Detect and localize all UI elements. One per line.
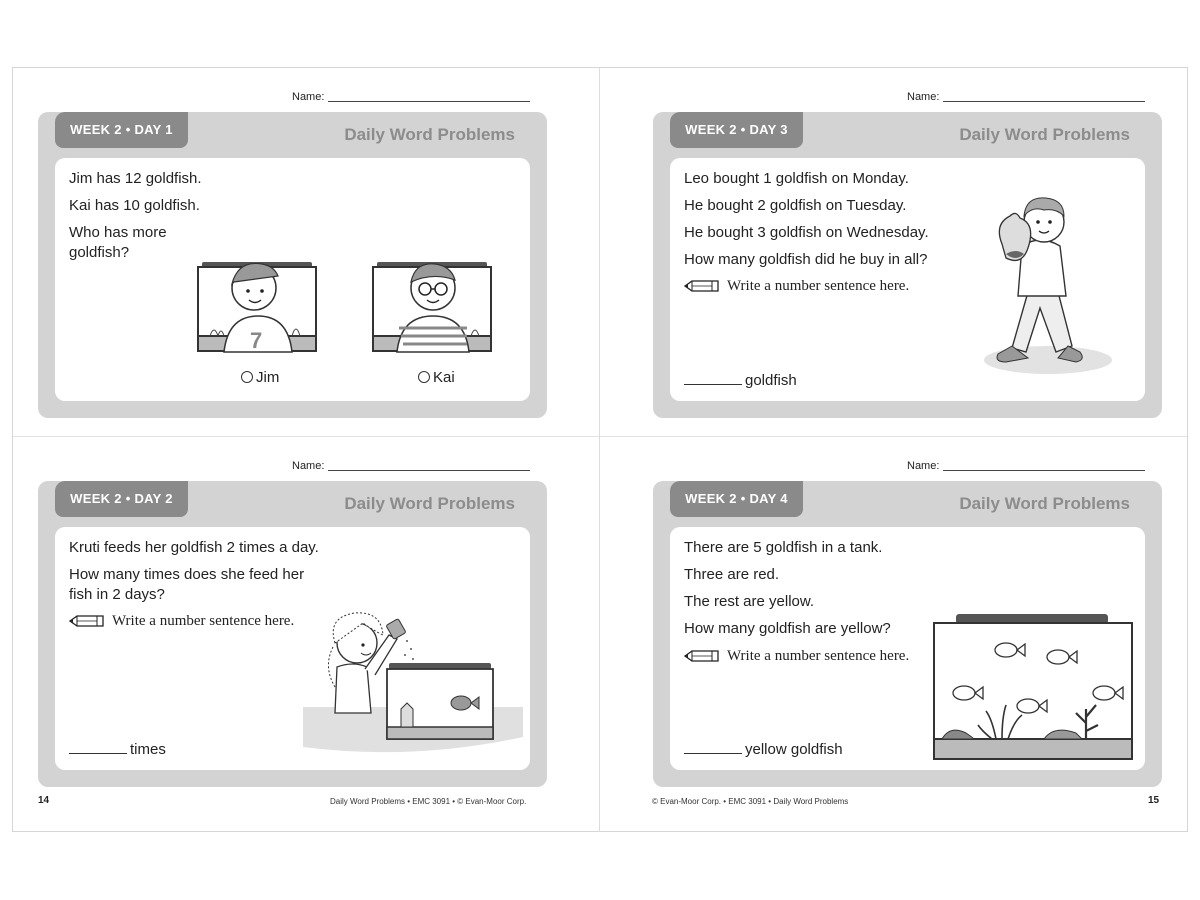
answer-field[interactable] <box>69 741 166 758</box>
series-title: Daily Word Problems <box>344 494 515 513</box>
problem-line: He bought 3 goldfish on Wednesday. <box>684 224 929 241</box>
leo-with-goldfish-illustration <box>972 184 1112 380</box>
name-line[interactable] <box>943 470 1145 471</box>
problem-line: Who has more <box>69 224 167 241</box>
problem-line: goldfish? <box>69 244 130 261</box>
answer-blank[interactable] <box>684 753 742 754</box>
day-tab: WEEK 2 • DAY 4 <box>670 481 803 517</box>
right-footer-text: © Evan-Moor Corp. • EMC 3091 • Daily Word Problems <box>652 797 849 806</box>
kai-tank-illustration <box>371 258 493 354</box>
pencil-icon <box>684 650 722 662</box>
card-week2-day4 <box>653 460 1162 787</box>
option-jim[interactable] <box>241 369 279 386</box>
problem-line: The rest are yellow. <box>684 593 815 610</box>
number-sentence-prompt <box>684 278 909 295</box>
day-tab: WEEK 2 • DAY 1 <box>55 112 188 148</box>
day-tab: WEEK 2 • DAY 2 <box>55 481 188 517</box>
right-page-number: 15 <box>1148 795 1160 806</box>
problem-line: How many goldfish are yellow? <box>684 620 891 637</box>
prompt-text: Write a number sentence here. <box>727 278 910 294</box>
option-label: Jim <box>256 369 280 386</box>
problem-line: fish in 2 days? <box>69 586 165 603</box>
name-line[interactable] <box>943 101 1145 102</box>
name-field[interactable] <box>292 460 530 472</box>
jim-tank-illustration <box>196 258 318 354</box>
problem-line: How many goldfish did he buy in all? <box>684 251 928 268</box>
problem-line: He bought 2 goldfish on Tuesday. <box>684 197 907 214</box>
name-label: Name: <box>907 91 940 103</box>
answer-field[interactable] <box>684 372 797 389</box>
number-sentence-prompt <box>684 648 909 665</box>
problem-line: There are 5 goldfish in a tank. <box>684 539 883 556</box>
option-kai[interactable] <box>418 369 455 386</box>
page-fold <box>599 67 600 832</box>
name-field[interactable] <box>292 91 530 103</box>
card-content <box>670 158 1145 401</box>
card-content <box>55 527 530 770</box>
card-week2-day1 <box>38 91 547 418</box>
answer-unit: times <box>130 741 166 758</box>
pencil-icon <box>69 615 107 627</box>
problem-line: Three are red. <box>684 566 780 583</box>
card-content <box>670 527 1145 770</box>
right-page-divider <box>600 436 1187 437</box>
name-field[interactable] <box>907 460 1145 472</box>
left-page-number: 14 <box>38 795 50 806</box>
problem-line: Jim has 12 goldfish. <box>69 170 202 187</box>
radio-circle[interactable] <box>418 371 430 383</box>
answer-blank[interactable] <box>684 384 742 385</box>
card-week2-day3 <box>653 91 1162 418</box>
series-title: Daily Word Problems <box>344 125 515 144</box>
problem-line: Kai has 10 goldfish. <box>69 197 200 214</box>
card-week2-day2 <box>38 460 547 787</box>
answer-field[interactable] <box>684 741 843 758</box>
kruti-feeding-fish-illustration <box>303 607 525 757</box>
answer-unit: goldfish <box>745 372 797 389</box>
shirt-number: 7 <box>250 328 263 353</box>
problem-line: Kruti feeds her goldfish 2 times a day. <box>69 539 319 556</box>
fish-tank-illustration <box>932 613 1134 761</box>
option-label: Kai <box>433 369 455 386</box>
series-title: Daily Word Problems <box>959 494 1130 513</box>
name-label: Name: <box>292 460 325 472</box>
day-tab: WEEK 2 • DAY 3 <box>670 112 803 148</box>
name-field[interactable] <box>907 91 1145 103</box>
left-footer-text: Daily Word Problems • EMC 3091 • © Evan-Moor Corp. <box>330 797 527 806</box>
number-sentence-prompt <box>69 613 294 630</box>
name-line[interactable] <box>328 101 530 102</box>
answer-unit: yellow goldfish <box>745 741 843 758</box>
radio-circle[interactable] <box>241 371 253 383</box>
left-page-divider <box>13 436 599 437</box>
problem-line: How many times does she feed her <box>69 566 305 583</box>
name-line[interactable] <box>328 470 530 471</box>
name-label: Name: <box>292 91 325 103</box>
pencil-icon <box>684 280 722 292</box>
card-content <box>55 158 530 401</box>
answer-blank[interactable] <box>69 753 127 754</box>
problem-line: Leo bought 1 goldfish on Monday. <box>684 170 909 187</box>
prompt-text: Write a number sentence here. <box>112 613 295 629</box>
series-title: Daily Word Problems <box>959 125 1130 144</box>
name-label: Name: <box>907 460 940 472</box>
prompt-text: Write a number sentence here. <box>727 648 910 664</box>
